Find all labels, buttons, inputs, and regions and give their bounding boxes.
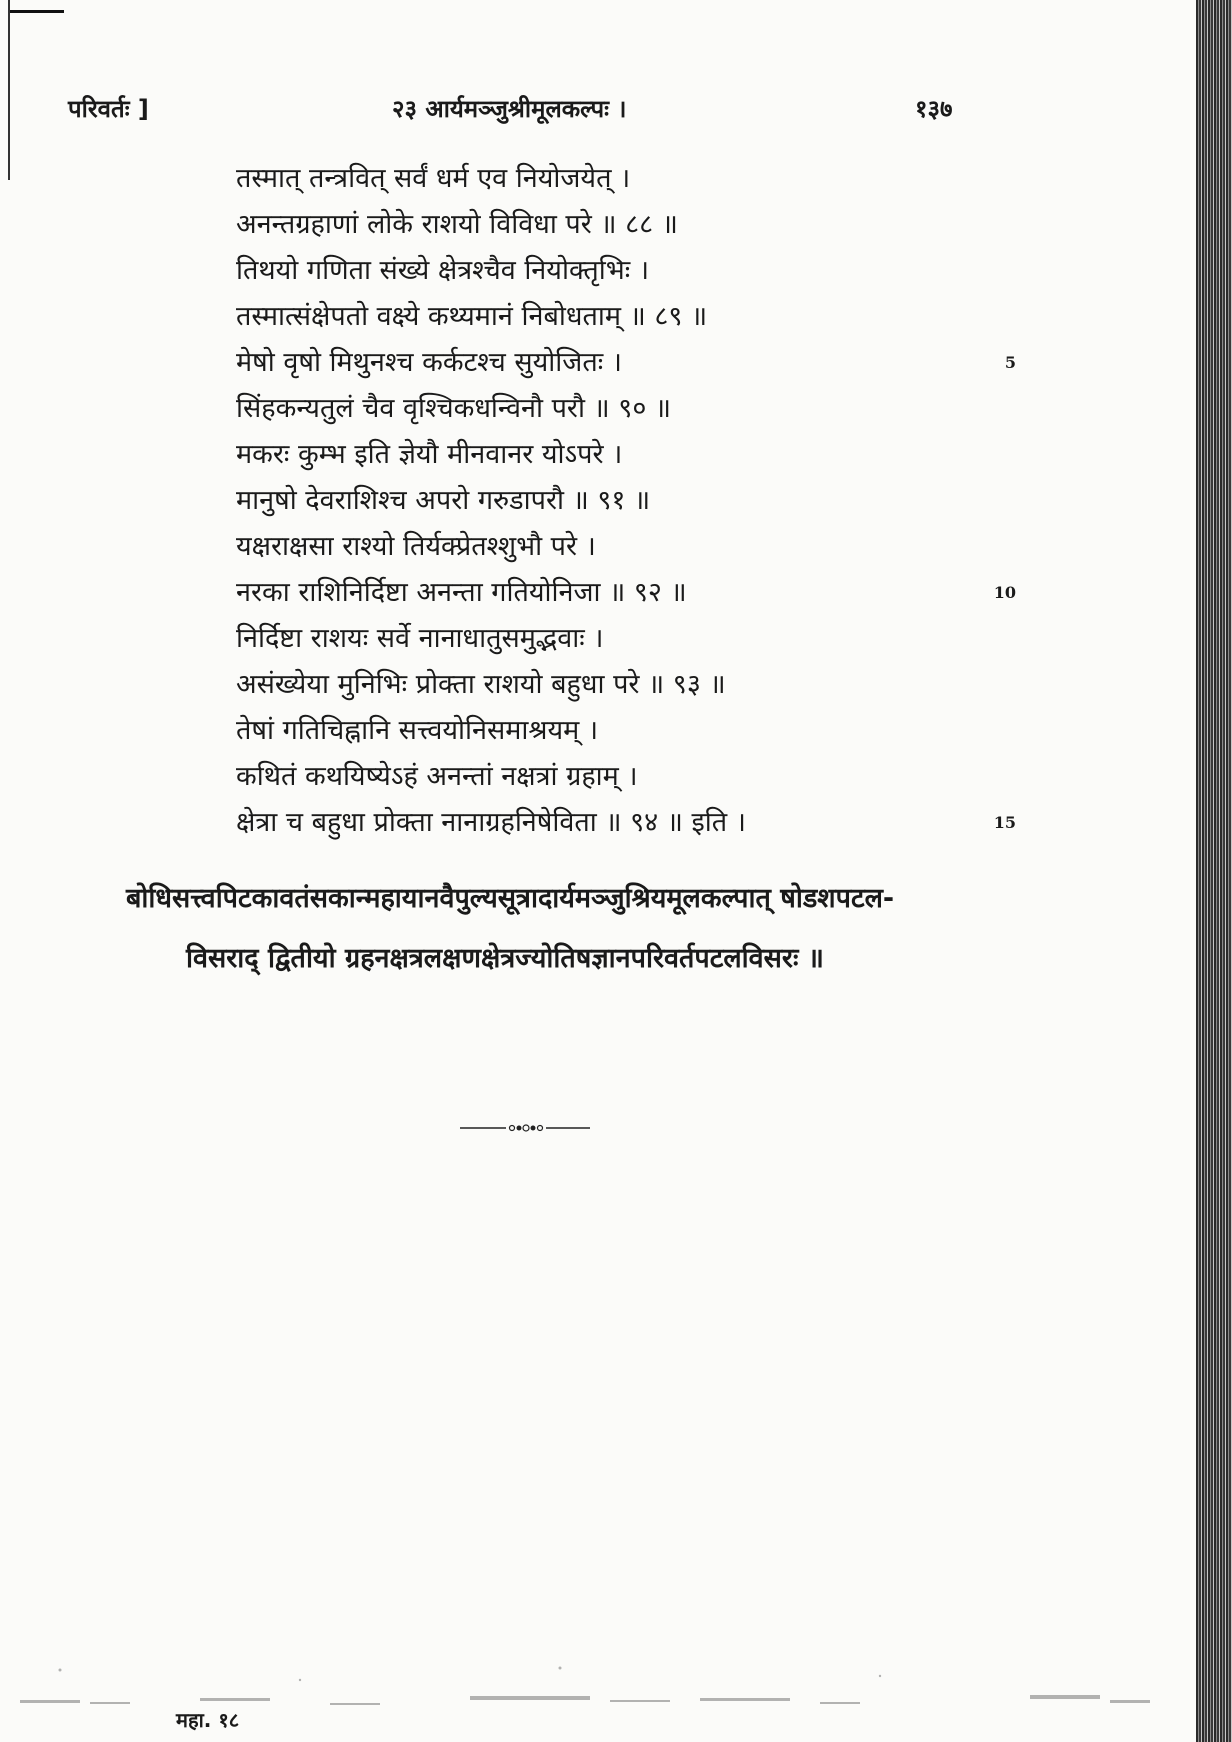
line-number: 15 — [993, 813, 1016, 832]
verse-text: तेषां गतिचिह्नानि सत्त्वयोनिसमाश्रयम् । — [236, 715, 599, 746]
signature-mark: महा. १८ — [176, 1708, 240, 1732]
page-number: १३७ — [915, 95, 953, 123]
verse-line — [236, 800, 1056, 846]
colophon-line-1: बोधिसत्त्वपिटकावतंसकान्महायानवैपुल्यसूत्रादार्यमञ्जुश्रियमूलकल्पात् षोडशपटल- — [126, 883, 895, 914]
verse-text: तिथयो गणिता संख्ये क्षेत्रश्चैव नियोक्तृभिः । — [236, 255, 650, 286]
line-number: 5 — [1004, 353, 1016, 372]
running-header — [0, 92, 1232, 132]
line-number: 10 — [993, 583, 1016, 602]
verse-line — [236, 708, 1056, 754]
verse-text: तस्मात् तन्त्रवित् सर्वं धर्म एव नियोजयेत् । — [236, 163, 631, 194]
verse-line — [236, 432, 1056, 478]
scan-binding-edge — [1196, 0, 1232, 1742]
header-title: २३ आर्यमञ्जुश्रीमूलकल्पः । — [392, 95, 627, 123]
verse-line — [236, 294, 1056, 340]
verse-block — [236, 156, 1056, 846]
verse-text: निर्दिष्टा राशयः सर्वे नानाधातुसमुद्भवाः । — [236, 623, 604, 654]
colophon-line-2: विसराद् द्वितीयो ग्रहनक्षत्रलक्षणक्षेत्रज्योतिषज्ञानपरिवर्तपटलविसरः ॥ — [186, 943, 824, 974]
verse-line — [236, 478, 1056, 524]
left-margin-rule — [8, 0, 10, 180]
verse-text: क्षेत्रा च बहुधा प्रोक्ता नानाग्रहनिषेविता ॥ ९४ ॥ इति । — [236, 807, 746, 838]
verse-text: यक्षराक्षसा राश्यो तिर्यक्प्रेतश्शुभौ परे । — [236, 531, 596, 562]
verse-line — [236, 248, 1056, 294]
verse-line — [236, 156, 1056, 202]
verse-text: तस्मात्संक्षेपतो वक्ष्ये कथ्यमानं निबोधताम् ॥ ८९ ॥ — [236, 301, 708, 332]
corner-rule — [8, 10, 64, 13]
verse-line — [236, 340, 1056, 386]
verse-line — [236, 616, 1056, 662]
section-end-ornament — [460, 1122, 590, 1134]
verse-text: सिंहकन्यतुलं चैव वृश्चिकधन्विनौ परौ ॥ ९० ॥ — [236, 393, 672, 424]
verse-line — [236, 386, 1056, 432]
verse-line — [236, 202, 1056, 248]
verse-line — [236, 524, 1056, 570]
verse-text: मानुषो देवराशिश्च अपरो गरुडापरौ ॥ ९१ ॥ — [236, 485, 651, 516]
verse-line — [236, 662, 1056, 708]
verse-text: अनन्तग्रहाणां लोके राशयो विविधा परे ॥ ८८ ॥ — [236, 209, 678, 240]
verse-text: कथितं कथयिष्येऽहं अनन्तां नक्षत्रां ग्रहाम् । — [236, 761, 638, 792]
verse-text: नरका राशिनिर्दिष्टा अनन्ता गतियोनिजा ॥ ९२ ॥ — [236, 577, 687, 608]
verse-text: असंख्येया मुनिभिः प्रोक्ता राशयो बहुधा परे ॥ ९३ ॥ — [236, 669, 726, 700]
header-section-label: परिवर्तः ] — [68, 95, 149, 123]
verse-text: मेषो वृषो मिथुनश्च कर्कटश्च सुयोजितः । — [236, 347, 622, 378]
verse-text: मकरः कुम्भ इति ज्ञेयौ मीनवानर योऽपरे । — [236, 439, 623, 470]
verse-line — [236, 754, 1056, 800]
verse-line — [236, 570, 1056, 616]
